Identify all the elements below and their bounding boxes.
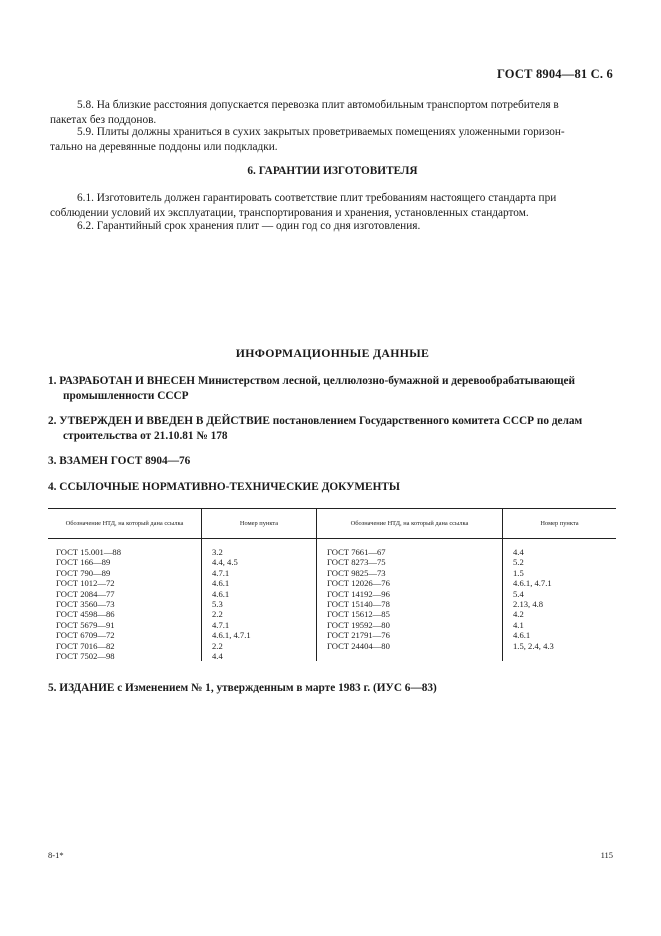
paragraph-5-9-line1: 5.9. Плиты должны храниться в сухих закрытых проветриваемых помещениях уложенными горизон-	[77, 126, 565, 138]
table-header-doc-left: Обозначение НТД, на который дана ссылка	[48, 509, 202, 539]
page-header: ГОСТ 8904—81 С. 6	[496, 67, 613, 81]
table-cell: 4.4	[212, 651, 223, 662]
table-cell: ГОСТ 15612—85	[327, 609, 390, 620]
info-item-3: 3. ВЗАМЕН ГОСТ 8904—76	[48, 455, 191, 467]
info-item-5: 5. ИЗДАНИЕ с Изменением № 1, утвержденным в марте 1983 г. (ИУС 6—83)	[48, 682, 437, 694]
page-number: 115	[600, 850, 613, 860]
table-col-items-left	[202, 539, 317, 662]
table-cell: 4.7.1	[212, 619, 230, 630]
table-cell: 4.6.1	[513, 630, 531, 641]
table-cell: ГОСТ 5679—91	[56, 619, 115, 630]
paragraph-5-9	[50, 125, 615, 155]
table-cell: 2.13, 4.8	[513, 599, 544, 610]
info-item-4: 4. ССЫЛОЧНЫЕ НОРМАТИВНО-ТЕХНИЧЕСКИЕ ДОКУМЕНТЫ	[48, 481, 400, 493]
table-cell: ГОСТ 7016—82	[56, 640, 115, 651]
table-cell: 4.6.1	[212, 588, 230, 599]
table-cell: 4.4	[513, 547, 524, 557]
paragraph-5-8	[50, 98, 615, 128]
table-cell: ГОСТ 6709—72	[56, 630, 115, 641]
table-cell: ГОСТ 8273—75	[327, 557, 386, 568]
table-cell: ГОСТ 15140—78	[327, 599, 390, 610]
paragraph-6-1-line2: соблюдении условий их эксплуатации, транспортирования и хранения, установленных стандартом.	[50, 207, 529, 219]
table-cell: ГОСТ 2084—77	[56, 588, 115, 599]
table-cell: 1.5	[513, 567, 524, 578]
footer-code: 8-1*	[48, 850, 64, 860]
info-item-1-line2: промышленности СССР	[63, 390, 189, 402]
table-cell: ГОСТ 15.001—88	[56, 547, 122, 557]
table-cell: ГОСТ 19592—80	[327, 619, 390, 630]
table-cell: 4.4, 4.5	[212, 557, 238, 568]
paragraph-6-1	[50, 191, 615, 221]
table-cell: ГОСТ 790—89	[56, 567, 111, 578]
table-cell: 4.1	[513, 619, 524, 630]
table-cell: ГОСТ 4598—86	[56, 609, 115, 620]
table-cell: 5.3	[212, 599, 223, 610]
table-header-item-left: Номер пункта	[202, 509, 317, 539]
table-cell: ГОСТ 1012—72	[56, 578, 115, 589]
table-cell: 4.7.1	[212, 567, 230, 578]
table-cell: 4.6.1, 4.7.1	[513, 578, 552, 589]
info-item-2-line1: 2. УТВЕРЖДЕН И ВВЕДЕН В ДЕЙСТВИЕ постановлением Государственного комитета СССР по делам	[48, 415, 583, 427]
table-cell: ГОСТ 14192—96	[327, 588, 390, 599]
table-cell: ГОСТ 9825—73	[327, 567, 386, 578]
paragraph-5-8-line1: 5.8. На близкие расстояния допускается перевозка плит автомобильным транспортом потребителя в	[77, 99, 559, 111]
table-cell: ГОСТ 12026—76	[327, 578, 390, 589]
table-col-docs-left	[48, 539, 202, 662]
table-cell: ГОСТ 21791—76	[327, 630, 390, 641]
table-cell: 4.2	[513, 609, 524, 620]
table-header-doc-right: Обозначение НТД, на который дана ссылка	[317, 509, 503, 539]
table-cell: ГОСТ 3560—73	[56, 599, 115, 610]
table-cell: 3.2	[212, 547, 223, 557]
paragraph-5-8-line2: пакетах без поддонов.	[50, 114, 157, 126]
info-item-2	[48, 414, 618, 444]
table-cell: 5.4	[513, 588, 524, 599]
paragraph-6-2-text: 6.2. Гарантийный срок хранения плит — один год со дня изготовления.	[77, 220, 421, 232]
info-item-2-line2: строительства от 21.10.81 № 178	[63, 430, 228, 442]
paragraph-6-1-line1: 6.1. Изготовитель должен гарантировать соответствие плит требованиям настоящего стандарта при	[77, 192, 557, 204]
table-cell: 1.5, 2.4, 4.3	[513, 640, 554, 651]
table-cell: ГОСТ 24404—80	[327, 640, 390, 651]
section-6-title: 6. ГАРАНТИИ ИЗГОТОВИТЕЛЯ	[247, 165, 418, 177]
table-cell: 2.2	[212, 640, 223, 651]
paragraph-5-9-line2: тально на деревянные поддоны или подкладки.	[50, 141, 278, 153]
paragraph-6-2	[50, 219, 615, 234]
table-cell: 2.2	[212, 609, 223, 620]
info-title: ИНФОРМАЦИОННЫЕ ДАННЫЕ	[235, 346, 430, 360]
table-cell: ГОСТ 166—89	[56, 557, 111, 568]
table-cell: ГОСТ 7502—98	[56, 651, 115, 662]
table-cell: 4.6.1	[212, 578, 230, 589]
table-header-item-right: Номер пункта	[503, 509, 617, 539]
table-col-items-right	[503, 539, 617, 662]
info-item-1-line1: 1. РАЗРАБОТАН И ВНЕСЕН Министерством лесной, целлюлозно-бумажной и деревообрабатывающей	[48, 375, 576, 387]
table-cell: 5.2	[513, 557, 524, 568]
reference-table	[48, 508, 616, 661]
table-cell: ГОСТ 7661—67	[327, 547, 386, 557]
table-cell: 4.6.1, 4.7.1	[212, 630, 251, 641]
info-item-1	[48, 374, 618, 404]
table-col-docs-right	[317, 539, 503, 662]
